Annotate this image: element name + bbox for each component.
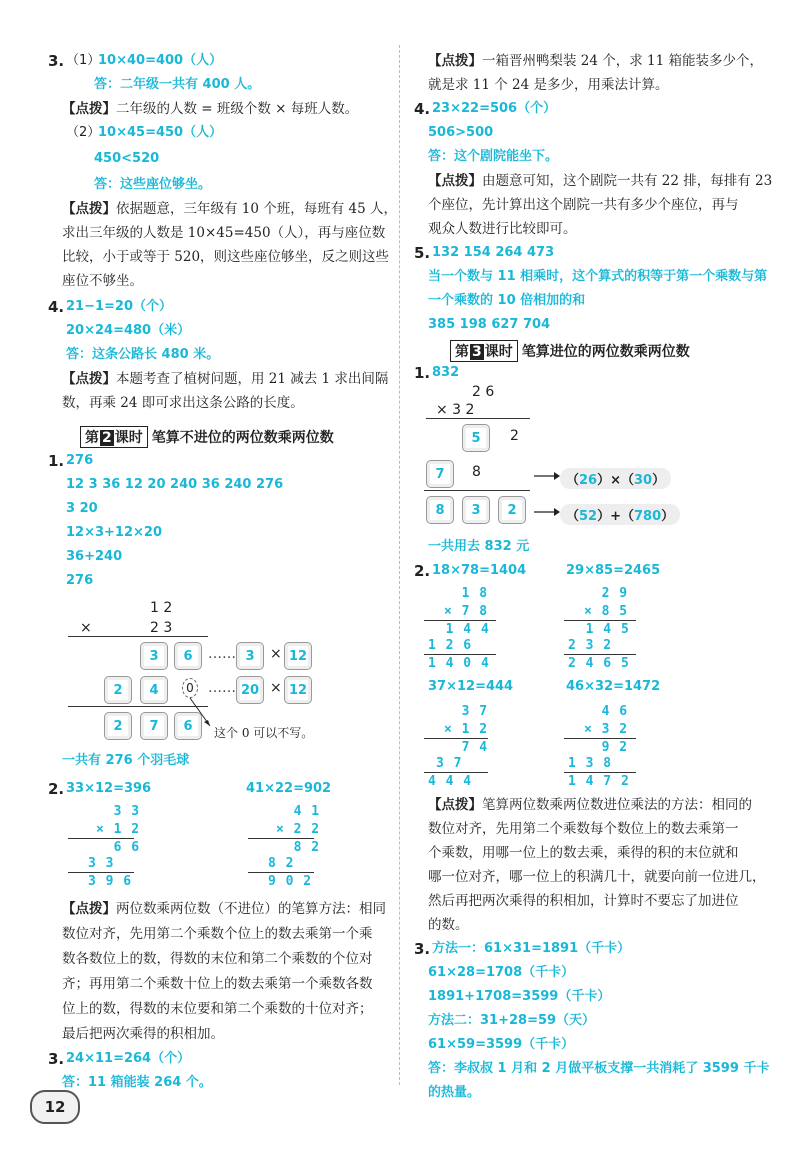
answer-line: 41×22=902 <box>246 781 332 796</box>
calc-row: 1 3 8 <box>568 756 613 771</box>
calc-rule <box>68 872 134 873</box>
digit-box: 2 <box>498 496 526 524</box>
tip-text: 个座位，先计算出这个剧院一共有多少个座位，再与 <box>428 197 739 213</box>
answer-line: 的热量。 <box>428 1085 481 1100</box>
digit-box: 3 <box>140 642 168 670</box>
answer-line: 答：这条公路长 480 米。 <box>66 347 220 362</box>
answer-line: 答：这些座位够坐。 <box>94 177 212 192</box>
tip-text: 【点拨】两位数乘两位数（不进位）的笔算方法：相同 <box>62 901 386 917</box>
calc-row: 3 7 <box>436 756 463 771</box>
calc-row: × 3 2 <box>584 722 629 737</box>
answer-line: 答：这个剧院能坐下。 <box>428 149 559 164</box>
calc-row: 1 4 0 4 <box>428 656 490 671</box>
answer-line: 29×85=2465 <box>566 563 661 578</box>
digit-box: 2 <box>104 676 132 704</box>
answer-line: 方法一：61×31=1891（千卡） <box>432 941 631 956</box>
tip-text: 【点拨】一箱晋州鸭梨装 24 个，求 11 箱能装多少个， <box>428 53 764 69</box>
lesson-badge: 第 2 课时 <box>80 426 148 448</box>
calc-row: 3 9 6 <box>88 874 133 889</box>
question-number: 5. <box>414 244 431 262</box>
answer-line: 一共有 276 个羽毛球 <box>62 753 190 768</box>
answer-line: 一个乘数的 10 倍相加的和 <box>428 293 586 308</box>
times-sign: × <box>270 646 282 662</box>
digit-box: 7 <box>140 712 168 740</box>
tip-text: 【点拨】由题意可知，这个剧院一共有 22 排，每排有 23 <box>428 173 773 189</box>
answer-line: 36+240 <box>66 549 123 564</box>
part-label: （2） <box>66 125 101 140</box>
calc-row: 7 4 <box>444 740 489 755</box>
answer-line: 33×12=396 <box>66 781 152 796</box>
tip-text: 比较，小于或等于 520，则这些座位够坐，反之则这些 <box>62 249 390 265</box>
tip-text: 然后再把两次乘得的积相加，计算时不要忘了加进位 <box>428 893 739 909</box>
calc-row: 2 3 2 <box>568 638 613 653</box>
calc-rule <box>564 620 636 621</box>
answer-line: 当一个数与 11 相乘时，这个算式的积等于第一个乘数与第 <box>428 269 768 284</box>
calc-row: 9 2 <box>584 740 629 755</box>
calc-row: × 7 8 <box>444 604 489 619</box>
answer-line: 3 20 <box>66 501 98 516</box>
answer-line: 12 3 36 12 20 240 36 240 276 <box>66 477 284 492</box>
tip-text: 【点拨】二年级的人数 = 班级个数 × 每班人数。 <box>62 101 359 117</box>
answer-line: 答：11 箱能装 264 个。 <box>62 1075 212 1090</box>
calc-row: × 1 2 <box>96 822 141 837</box>
calc-second: 2 3 <box>150 620 173 636</box>
tip-text: 位上的数，得数的末位要和第二个乘数的十位对齐； <box>62 1001 373 1017</box>
answer-line: 450<520 <box>94 151 160 166</box>
answer-line: 1891+1708=3599（千卡） <box>428 989 611 1004</box>
answer-line: 一共用去 832 元 <box>428 539 530 554</box>
tip-text: 齐；再用第二个乘数十位上的数去乘第一个乘数各数 <box>62 976 373 992</box>
calc-rule <box>248 872 314 873</box>
tip-text: 个乘数，用哪一位上的数去乘，乘得的积的末位就和 <box>428 845 739 861</box>
tip-text: 【点拨】笔算两位数乘两位数进位乘法的方法：相同的 <box>428 797 752 813</box>
answer-line: 10×40=400（人） <box>98 53 223 68</box>
answer-line: 18×78=1404 <box>432 563 527 578</box>
pointer-arrow <box>186 696 216 730</box>
calc-row: 3 3 <box>96 804 141 819</box>
question-number: 2. <box>414 562 431 580</box>
answer-line: 132 154 264 473 <box>432 245 555 260</box>
tip-text: 座位不够坐。 <box>62 273 143 289</box>
answer-line: 61×28=1708（千卡） <box>428 965 575 980</box>
lesson-2-heading: 第 2 课时 笔算不进位的两位数乘两位数 <box>80 426 334 448</box>
calc-row: 3 7 <box>444 704 489 719</box>
answer-line: 24×11=264（个） <box>66 1051 191 1066</box>
answer-line: 46×32=1472 <box>566 679 661 694</box>
digit: 2 <box>510 428 519 444</box>
tip-text: 数位对齐，先用第二个乘数个位上的数去乘第一个乘 <box>62 926 373 942</box>
digit-box: 12 <box>284 642 312 670</box>
omitted-zero: 0 <box>182 678 198 698</box>
answer-line: 832 <box>432 365 460 380</box>
calc-row: 2 4 6 5 <box>568 656 630 671</box>
calc-row: 1 4 7 2 <box>568 774 630 789</box>
calc-rule <box>68 838 134 839</box>
calc-row: 6 6 <box>96 840 141 855</box>
calc-row: 1 4 5 <box>568 622 630 637</box>
digit-box: 6 <box>174 712 202 740</box>
answer-line: 12×3+12×20 <box>66 525 162 540</box>
answer-line: 答：李叔叔 1 月和 2 月做平板支撑一共消耗了 3599 千卡 <box>428 1061 770 1076</box>
answer-line: 答：二年级一共有 400 人。 <box>94 77 261 92</box>
calc-rule <box>564 772 636 773</box>
calc-times: × <box>80 620 92 636</box>
calc-row: 1 8 <box>444 586 489 601</box>
tip-text: 就是求 11 个 24 是多少，用乘法计算。 <box>428 77 669 93</box>
digit-box: 7 <box>426 460 454 488</box>
calc-row: × 2 2 <box>276 822 321 837</box>
calc-rule <box>424 772 488 773</box>
calc-rule <box>248 838 314 839</box>
calc-row: × 1 2 <box>444 722 489 737</box>
digit-box: 3 <box>236 642 264 670</box>
page-number: 12 <box>30 1090 80 1124</box>
calc-second: × 3 2 <box>436 402 475 418</box>
answer-line: 20×24=480（米） <box>66 323 191 338</box>
calc-row: 3 3 <box>88 856 115 871</box>
calc-row: 4 1 <box>276 804 321 819</box>
digit-box: 3 <box>462 496 490 524</box>
add-hint: （52）+（780） <box>560 504 680 525</box>
calc-row: 4 6 <box>584 704 629 719</box>
answer-line: 方法二：31+28=59（天） <box>428 1013 596 1028</box>
lesson-3-heading: 第 3 课时 笔算进位的两位数乘两位数 <box>450 340 690 362</box>
tip-text: 数各数位上的数，得数的末位和第二个乘数的个位对 <box>62 951 373 967</box>
answer-line: 276 <box>66 573 94 588</box>
answer-line: 10×45=450（人） <box>98 125 223 140</box>
dotted-leader: …… <box>208 680 236 696</box>
calc-top: 2 6 <box>472 384 495 400</box>
question-number: 3. <box>414 940 431 958</box>
calc-row: × 8 5 <box>584 604 629 619</box>
dotted-leader: …… <box>208 646 236 662</box>
answer-line: 276 <box>66 453 94 468</box>
question-number: 4. <box>414 100 431 118</box>
calc-top: 1 2 <box>150 600 173 616</box>
digit-box: 8 <box>426 496 454 524</box>
diagram-note: 这个 0 可以不写。 <box>214 726 314 740</box>
tip-text: 数，再乘 24 即可求出这条公路的长度。 <box>62 395 304 411</box>
calc-row: 1 4 4 <box>428 622 490 637</box>
tip-text: 观众人数进行比较即可。 <box>428 221 577 237</box>
digit-box: 4 <box>140 676 168 704</box>
calc-rule <box>424 620 496 621</box>
calc-row: 8 2 <box>276 840 321 855</box>
answer-line: 21−1=20（个） <box>66 299 173 314</box>
tip-text: 求出三年级的人数是 10×45=450（人），再与座位数 <box>62 225 386 241</box>
calc-row: 2 9 <box>584 586 629 601</box>
digit-box: 20 <box>236 676 264 704</box>
arrows <box>532 470 562 520</box>
calc-row: 1 2 6 <box>428 638 473 653</box>
digit-box: 6 <box>174 642 202 670</box>
calc-row: 4 4 4 <box>428 774 473 789</box>
answer-line: 385 198 627 704 <box>428 317 551 332</box>
digit: 8 <box>472 464 481 480</box>
question-number: 3. <box>48 1050 65 1068</box>
answer-line: 61×59=3599（千卡） <box>428 1037 575 1052</box>
digit-box: 2 <box>104 712 132 740</box>
question-number: 1. <box>414 364 431 382</box>
question-number: 3. <box>48 52 65 70</box>
tip-text: 哪一位对齐，哪一位上的积满几十，就要向前一位进几， <box>428 869 766 885</box>
answer-line: 37×12=444 <box>428 679 514 694</box>
answer-line: 23×22=506（个） <box>432 101 557 116</box>
question-number: 2. <box>48 780 65 798</box>
calc-rule <box>426 418 530 419</box>
calc-row: 8 2 <box>268 856 295 871</box>
question-number: 1. <box>48 452 65 470</box>
calc-rule <box>68 636 208 637</box>
multiply-hint: （26）×（30） <box>560 468 671 489</box>
tip-text: 【点拨】本题考查了植树问题，用 21 减去 1 求出间隔 <box>62 371 389 387</box>
tip-text: 最后把两次乘得的积相加。 <box>62 1026 224 1042</box>
calc-rule <box>424 654 496 655</box>
tip-text: 【点拨】依据题意，三年级有 10 个班，每班有 45 人， <box>62 201 398 217</box>
calc-rule <box>564 738 636 739</box>
calc-row: 9 0 2 <box>268 874 313 889</box>
digit-box: 12 <box>284 676 312 704</box>
times-sign: × <box>270 680 282 696</box>
digit-box: 5 <box>462 424 490 452</box>
calc-rule <box>564 654 636 655</box>
calc-rule <box>424 490 530 491</box>
tip-text: 的数。 <box>428 917 469 933</box>
tip-text: 数位对齐，先用第二个乘数每个数位上的数去乘第一 <box>428 821 739 837</box>
answer-line: 506>500 <box>428 125 494 140</box>
calc-rule <box>424 738 488 739</box>
lesson-badge: 第 3 课时 <box>450 340 518 362</box>
column-divider <box>399 45 400 1085</box>
question-number: 4. <box>48 298 65 316</box>
part-label: （1） <box>66 53 101 68</box>
